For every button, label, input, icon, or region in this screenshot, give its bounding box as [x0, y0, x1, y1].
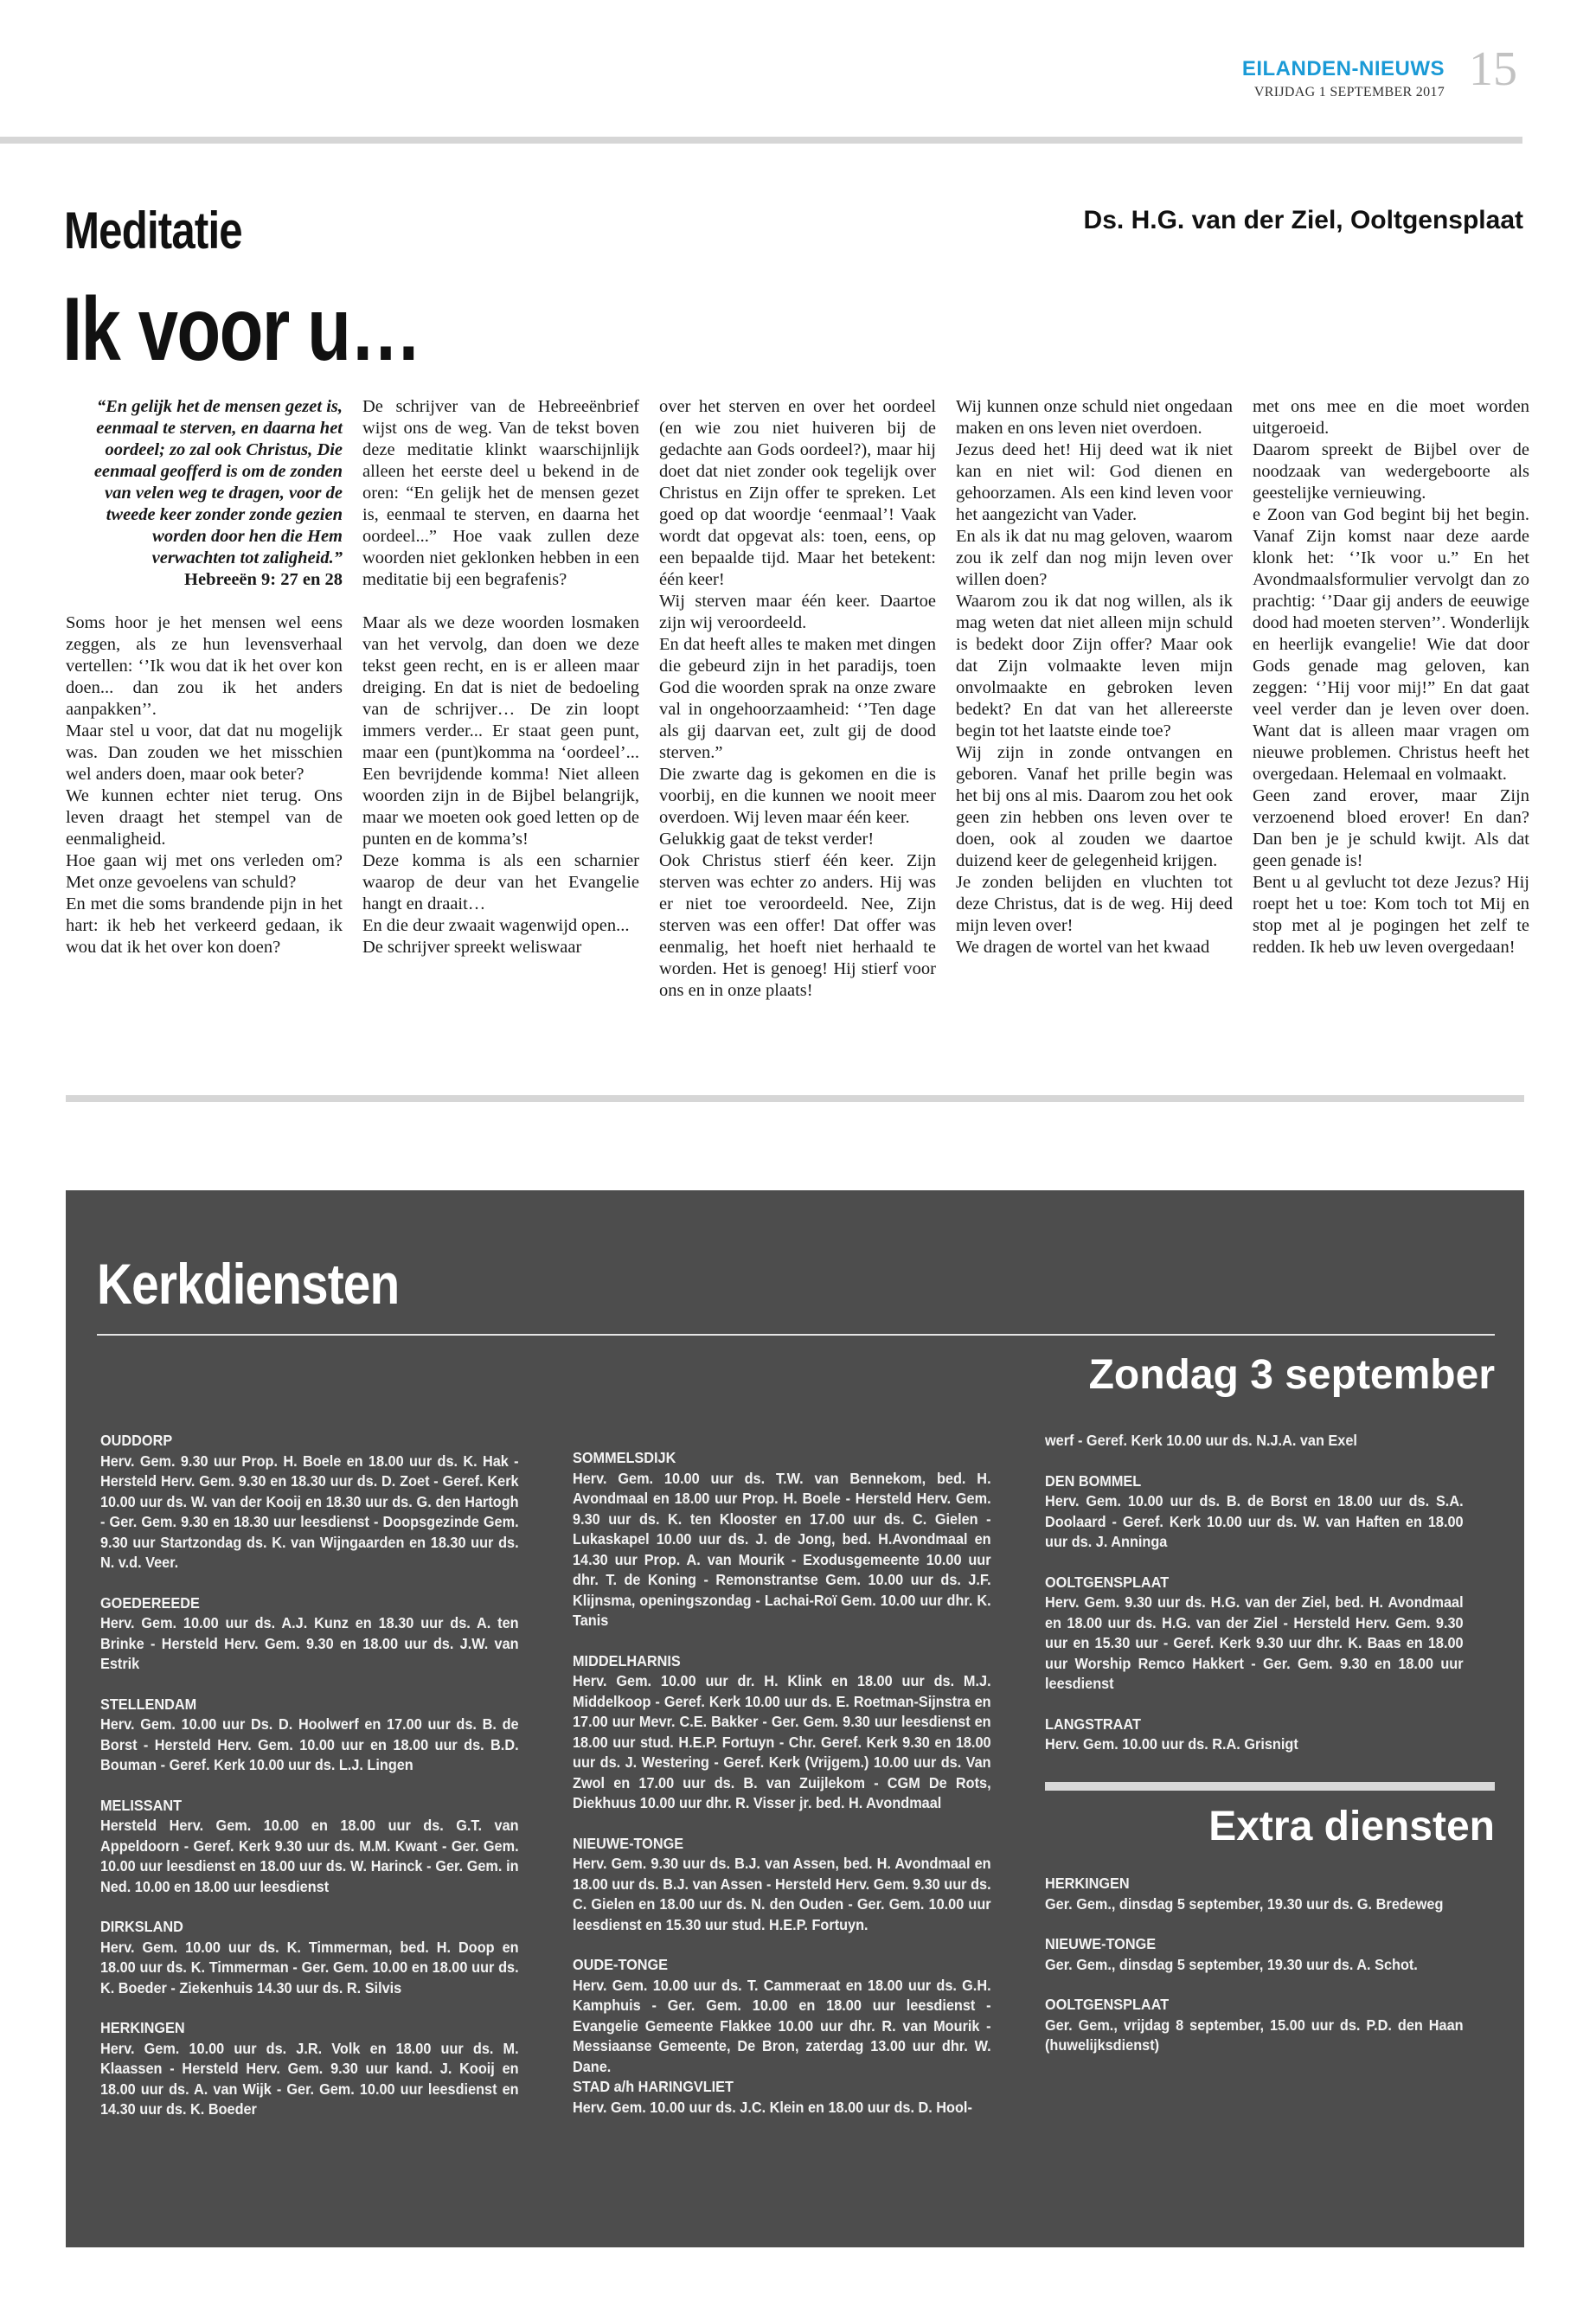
extra-divider: [1045, 1782, 1495, 1791]
section-divider: [66, 1095, 1524, 1102]
service-text: Herv. Gem. 10.00 uur ds. J.C. Klein en 18.00 uur ds. D. Hool-: [573, 2098, 972, 2116]
service-text: Herv. Gem. 10.00 uur ds. K. Timmerman, bed. H. Doop en 18.00 uur ds. K. Timmerman - Ger. Gem. 10.00 en 18.00 uur ds. K. Boeder - Ziekenhuis 14.30 uur ds. R. Silvis: [100, 1938, 519, 1997]
paragraph: Maar stel u voor, dat dat nu mogelijk was. Dan zouden we het misschien wel anders doen, maar ook beter?: [66, 721, 343, 784]
service-text: Herv. Gem. 9.30 uur Prop. H. Boele en 18.00 uur ds. K. Hak - Hersteld Herv. Gem. 9.30 en 18.30 uur ds. D. Zoet - Geref. Kerk 10.00 uur ds. W. van der Kooij en 18.30 uur ds. G. den Hartogh - Ger. Gem. 9.30 en 18.30 uur leesdienst - Doopsgezinde Gem. 9.30 uur Startzondag ds. K. van Wijngaarden en 18.30 uur ds. N. v.d. Veer.: [100, 1452, 519, 1571]
article-body: [66, 396, 1529, 1071]
service-text: Ger. Gem., dinsdag 5 september, 19.30 uur ds. A. Schot.: [1045, 1955, 1418, 1973]
newspaper-logo: EILANDEN-NIEUWS: [1241, 57, 1445, 80]
service-text: Herv. Gem. 10.00 uur ds. T.W. van Bennekom, bed. H. Avondmaal en 18.00 uur Prop. H. Boele - Hersteld Herv. Gem. 9.30 uur ds. K. ten Klooster en 17.00 uur ds. C. Gielen - Lukaskapel 10.00 uur ds. J. de Jong, bed. H.Avondmaal en 14.30 uur Prop. A. van Mourik - Exodusgemeente 10.00 uur dhr. T. de Koning - Remonstrantse Gem. 10.00 uur ds. J.F. Klijnsma, openingszondag - Lachai-Roï Gem. 10.00 uur dhr. K. Tanis: [573, 1469, 991, 1629]
service-text: Herv. Gem. 10.00 uur dr. H. Klink en 18.00 uur ds. M.J. Middelkoop - Geref. Kerk 10.00 uur ds. E. Roetman-Sijnstra en 17.00 uur Mevr. C.E. Bakker - Ger. Gem. 9.30 uur leesdienst en 18.00 uur stud. H.E.P. Fortuyn - Chr. Geref. Kerk 9.30 en 18.00 uur ds. J. Westering - Geref. Kerk (Vrijgem.) 10.00 uur ds. Van Zwol en 17.00 uur ds. B. van Zuijlekom - CGM De Rots, Diekhuus 10.00 uur dhr. R. Visser jr. bed. H. Avondmaal: [573, 1672, 991, 1811]
paragraph: We kunnen echter niet terug. Ons leven draagt het stempel van de eenmaligheid.: [66, 786, 343, 849]
place-name: STELLENDAM: [100, 1695, 197, 1713]
service-entry: [573, 1448, 991, 1631]
service-text: Herv. Gem. 10.00 uur ds. T. Cammeraat en 18.00 uur ds. G.H. Kamphuis - Ger. Gem. 10.00 en 18.00 uur leesdienst - Evangelie Gemeente Flakkee 10.00 uur dhr. R. van Mourik - Messiaanse Gemeente, De Bron, zaterdag 13.00 uur dhr. W. Dane.: [573, 1976, 991, 2075]
paragraph: Wij zijn in zonde ontvangen en geboren. Vanaf het prille begin was het bij ons al mis. Daarom zou het ook geen zin hebben ons leven over te doen, ook al zouden we daartoe duizend keer de gelegenheid krijgen.: [956, 743, 1233, 870]
service-entry: [573, 2077, 991, 2118]
place-name: MIDDELHARNIS: [573, 1651, 681, 1670]
page-number: 15: [1469, 42, 1517, 96]
header-divider: [0, 137, 1522, 144]
service-entry: [573, 1834, 991, 1936]
service-text: Ger. Gem., dinsdag 5 september, 19.30 uur ds. G. Bredeweg: [1045, 1894, 1444, 1913]
place-name: OOLTGENSPLAAT: [1045, 1573, 1170, 1591]
service-text: Herv. Gem. 10.00 uur ds. J.R. Volk en 18.00 uur ds. M. Klaassen - Hersteld Herv. Gem. 9.30 uur kand. J. Kooij en 18.00 uur ds. A. van Wijk - Ger. Gem. 10.00 uur leesdienst en 14.30 uur ds. K. Boeder: [100, 2039, 519, 2118]
paragraph: Wij kunnen onze schuld niet ongedaan maken en ons leven niet overdoen.: [956, 397, 1233, 438]
article-column-3: [659, 396, 936, 1002]
paragraph: Je zonden belijden en vluchten tot deze Christus, dat is de weg. Hij deed mijn leven over!: [956, 873, 1233, 935]
paragraph: Waarom zou ik dat nog willen, als ik mag weten dat niet alleen mijn schuld is bedekt door Zijn offer? Maar ook dat Zijn volmaakte leven mijn onvolmaakte en gebroken leven bedekt? En dat van het allereerste begin tot het laatste einde toe?: [956, 592, 1233, 740]
service-text: Herv. Gem. 10.00 uur ds. B. de Borst en 18.00 uur ds. S.A. Doolaard - Geref. Kerk 10.00 uur ds. W. van Haften en 18.00 uur ds. J. Anninga: [1045, 1492, 1464, 1550]
place-name: NIEUWE-TONGE: [1045, 1935, 1157, 1952]
service-date-heading: Zondag 3 september: [1088, 1352, 1495, 1398]
service-text: Herv. Gem. 10.00 uur ds. R.A. Grisnigt: [1045, 1735, 1298, 1753]
paragraph: En dat heeft alles te maken met dingen die gebeurd zijn in het paradijs, toen God die woorden sprak na onze zware val in ongehoorzaamheid: ‘’Ten dage als gij daarvan eet, zult gij de dood sterven.”: [659, 635, 936, 762]
paragraph: En die deur zwaait wagenwijd open...: [362, 916, 630, 935]
article-author: Ds. H.G. van der Ziel, Ooltgensplaat: [1083, 206, 1523, 234]
service-text: Herv. Gem. 9.30 uur ds. B.J. van Assen, bed. H. Avondmaal en 18.00 uur ds. B.J. van Assen - Hersteld Herv. Gem. 9.30 uur ds. C. Gielen en 18.00 uur ds. N. den Ouden - Ger. Gem. 10.00 uur leesdienst en 15.30 uur stud. H.E.P. Fortuyn.: [573, 1855, 991, 1933]
extra-services-column: [1045, 1874, 1464, 2076]
article-column-5: [1253, 396, 1529, 958]
service-text: Herv. Gem. 10.00 uur Ds. D. Hoolwerf en 17.00 uur ds. B. de Borst - Hersteld Herv. Gem. 10.00 uur en 18.00 uur ds. B.D. Bouman - Geref. Kerk 10.00 uur ds. L.J. Lingen: [100, 1715, 519, 1773]
paragraph: Deze komma is als een scharnier waarop de deur van het Evangelie hangt en draait…: [362, 851, 639, 913]
paragraph: Bent u al gevlucht tot deze Jezus? Hij roept het u toe: Kom toch tot Mij en stop met al je pogingen het zelf te redden. Ik heb uw leven overgedaan!: [1253, 873, 1529, 957]
article-column-2: [362, 396, 639, 958]
service-entry: [100, 1431, 519, 1574]
services-column-2: [573, 1448, 991, 2138]
place-name: GOEDEREEDE: [100, 1593, 200, 1612]
service-text-continued: werf - Geref. Kerk 10.00 uur ds. N.J.A. van Exel: [1045, 1432, 1357, 1449]
service-entry: [100, 1593, 519, 1675]
services-column-3: [1045, 1431, 1464, 1775]
section-label: Meditatie: [64, 202, 242, 260]
scripture-reference: Hebreeën 9: 27 en 28: [184, 570, 343, 589]
service-entry: [1045, 1573, 1464, 1695]
service-entry: [1045, 1874, 1464, 1914]
paragraph: met ons mee en die moet worden uitgeroeid.: [1253, 397, 1529, 438]
paragraph: De schrijver van de Hebreeënbrief wijst ons de weg. Van de tekst boven deze meditatie klinkt waarschijnlijk alleen het eerste deel u bekend in de oren: “En gelijk het de mensen gezet is, eenmaal te sterven, en daarna het oordeel...” Hoe vaak zullen deze woorden niet geklonken hebben in een meditatie bij een begrafenis?: [362, 397, 639, 589]
service-entry: [1045, 1715, 1464, 1755]
paragraph: Daarom spreekt de Bijbel over de noodzaak van wedergeboorte als geestelijke vernieuwing.: [1253, 440, 1529, 503]
extra-services-title: Extra diensten: [1208, 1804, 1495, 1849]
place-name: OOLTGENSPLAAT: [1045, 1996, 1170, 2013]
kerkdiensten-title: Kerkdiensten: [97, 1252, 400, 1316]
paragraph: Hoe gaan wij met ons verleden om? Met onze gevoelens van schuld?: [66, 851, 343, 892]
place-name: HERKINGEN: [100, 2019, 185, 2036]
service-entry: [1045, 1995, 1464, 2056]
article-column-1: [66, 396, 343, 958]
place-name: DIRKSLAND: [100, 1918, 183, 1935]
place-name: SOMMELSDIJK: [573, 1449, 676, 1466]
article-headline: Ik voor u…: [62, 279, 420, 380]
place-name: OUDE-TONGE: [573, 1956, 669, 1973]
publication-date: VRIJDAG 1 SEPTEMBER 2017: [1253, 85, 1445, 99]
paragraph: En met die soms brandende pijn in het hart: ik heb het verkeerd gedaan, ik wou dat ik het over kon doen?: [66, 894, 343, 957]
paragraph: Wij sterven maar één keer. Daartoe zijn wij veroordeeld.: [659, 592, 936, 632]
service-entry: [100, 1695, 519, 1776]
kerkdiensten-box: [66, 1190, 1524, 2247]
kerkdiensten-rule: [97, 1334, 1495, 1336]
service-entry: [100, 2018, 519, 2120]
place-name: STAD a/h HARINGVLIET: [573, 2078, 734, 2095]
place-name: OUDDORP: [100, 1432, 173, 1449]
services-column-1: [100, 1431, 519, 2140]
service-text: Herv. Gem. 10.00 uur ds. A.J. Kunz en 18.30 uur ds. A. ten Brinke - Hersteld Herv. Gem. 9.30 en 18.00 uur ds. J.W. van Estrik: [100, 1614, 519, 1672]
paragraph: e Zoon van God begint bij het begin. Vanaf Zijn komst naar deze aarde klonk het: ‘’Ik voor u.” En het Avondmaalsformulier vervolgt dan zo prachtig: ‘’Daar gij anders de eeuwige dood had moeten sterven’’. Wonderlijk en heerlijk evangelie! Wie dat door Gods genade mag geloven, kan zeggen: ‘’Hij voor mij!” En dat gaat veel verder dan je leven over doen. Want dat is alleen maar vragen om nieuwe problemen. Christus heeft het overgedaan. Helemaal en volmaakt.: [1253, 505, 1529, 784]
service-text: Hersteld Herv. Gem. 10.00 en 18.00 uur ds. G.T. van Appeldoorn - Geref. Kerk 9.30 uur ds. M.M. Kwant - Ger. Gem. 10.00 uur leesdienst en 18.00 uur ds. W. Harinck - Ger. Gem. in Ned. 10.00 en 18.00 uur leesdienst: [100, 1817, 519, 1895]
service-entry: [1045, 1934, 1464, 1975]
paragraph: Geen zand erover, maar Zijn verzoenend bloed erover! En dan? Dan ben je je schuld kwijt. Als dat geen genade is!: [1253, 786, 1529, 870]
place-name: MELISSANT: [100, 1796, 183, 1814]
place-name: LANGSTRAAT: [1045, 1715, 1141, 1733]
paragraph: Gelukkig gaat de tekst verder!: [659, 830, 875, 849]
scripture-quote: “En gelijk het de mensen gezet is, eenmaal te sterven, en daarna het oordeel; zo zal ook Christus, Die eenmaal geofferd is om de zonden van velen weg te dragen, voor de tweede keer zonder zonde gezien worden door hen die Hem verwachten tot zaligheid.”: [93, 397, 343, 567]
masthead: [1211, 57, 1445, 100]
paragraph: We dragen de wortel van het kwaad: [956, 938, 1210, 957]
service-entry: [100, 1917, 519, 1998]
paragraph: Maar als we deze woorden losmaken van het vervolg, dan doen we deze tekst geen recht, en is er alleen maar dreiging. En dat is niet de bedoeling van de schrijver… De zin loopt immers verder... Er staat geen punt, maar een (punt)komma na ‘oordeel’... Een bevrijdende komma! Niet alleen woorden zijn in de Bijbel belangrijk, maar we moeten ook goed letten op de punten en de komma’s!: [362, 613, 639, 849]
paragraph: Jezus deed het! Hij deed wat ik niet kan en niet wil: God dienen en gehoorzamen. Als een kind leven voor het aangezicht van Vader.: [956, 440, 1233, 524]
place-name: HERKINGEN: [1045, 1875, 1130, 1892]
paragraph: En als ik dat nu mag geloven, waarom zou ik zelf dan nog mijn leven over willen doen?: [956, 527, 1233, 589]
paragraph: Ook Christus stierf één keer. Zijn sterven was echter zo anders. Hij was er niet toe veroordeeld. Nee, Zijn sterven was een offer! Dat offer was eenmalig, het hoeft niet herhaald te worden. Het is genoeg! Hij stierf voor ons en in onze plaats!: [659, 851, 936, 1000]
service-entry: [100, 1796, 519, 1898]
paragraph: Soms hoor je het mensen wel eens zeggen, als ze hun levensverhaal vertellen: ‘’Ik wou dat ik het over kon doen... dan zou ik het anders aanpakken’’.: [66, 613, 343, 719]
paragraph: Die zwarte dag is gekomen en die is voorbij, en die kunnen we nooit meer overdoen. Wij leven maar één keer.: [659, 765, 936, 827]
service-text: Herv. Gem. 9.30 uur ds. H.G. van der Ziel, bed. H. Avondmaal en 18.00 uur ds. H.G. van der Ziel - Hersteld Herv. Gem. 9.30 uur en 15.30 uur - Geref. Kerk 9.30 uur dhr. K. Baas en 18.00 uur Worship Remco Hakkert - Ger. Gem. 9.30 en 18.00 uur leesdienst: [1045, 1593, 1464, 1692]
service-entry: [573, 1955, 991, 2077]
article-column-4: [956, 396, 1233, 958]
place-name: DEN BOMMEL: [1045, 1471, 1142, 1490]
service-entry: [1045, 1471, 1464, 1553]
service-entry: [573, 1651, 991, 1814]
place-name: NIEUWE-TONGE: [573, 1834, 684, 1852]
paragraph: over het sterven en over het oordeel (en wie zou niet huiveren bij de gedachte aan Gods oordeel?), maar hij doet dat niet zonder ook tegelijk over Christus en Zijn offer te spreken. Let goed op dat woordje ‘eenmaal’! Vaak wordt dat opgevat als: toen, eens, op een bepaalde tijd. Maar het betekent: één keer!: [659, 397, 936, 589]
service-text: Ger. Gem., vrijdag 8 september, 15.00 uur ds. P.D. den Haan (huwelijksdienst): [1045, 2016, 1464, 2054]
paragraph: De schrijver spreekt weliswaar: [362, 938, 582, 957]
